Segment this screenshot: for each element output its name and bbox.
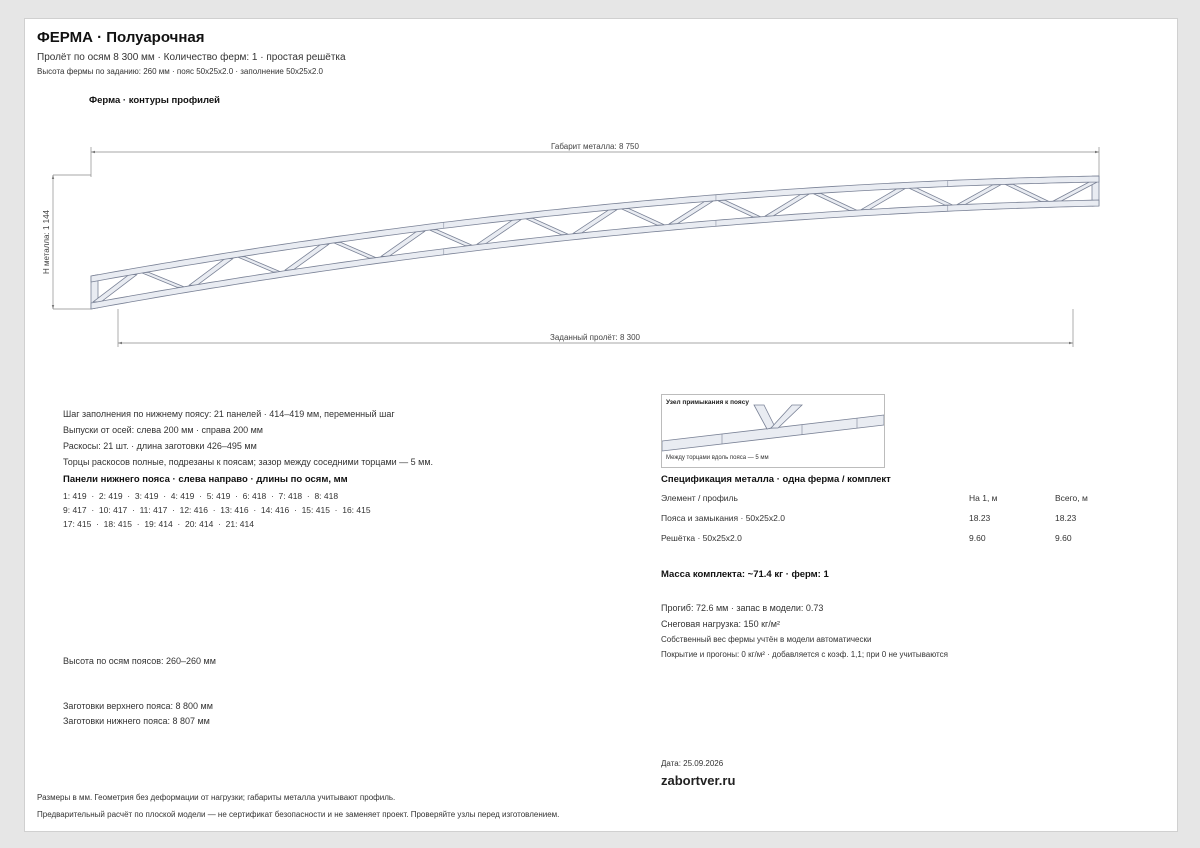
diagonal-member — [669, 201, 713, 224]
drawing-sheet — [24, 18, 1178, 832]
diagonal-member — [1053, 182, 1097, 201]
span-dimension — [118, 309, 1073, 347]
page-title: ФЕРМА · Полуарочная — [37, 29, 205, 46]
chord-heights-note: Высота по осям поясов: 260–260 мм — [63, 656, 216, 666]
panel-separator: · — [207, 505, 221, 515]
panel-length: 17: 415 — [63, 519, 92, 529]
brand-link[interactable]: zabortver.ru — [661, 773, 736, 788]
node-chord — [662, 415, 884, 451]
diagonal-member — [1005, 184, 1049, 201]
panel-length: 14: 416 — [260, 505, 290, 515]
panel-separator: · — [127, 505, 140, 515]
spec-header-element: Элемент / профиль — [661, 493, 738, 503]
diagonal-member — [957, 185, 1001, 205]
panels-row-3 — [63, 519, 254, 529]
diagonal-member — [237, 257, 281, 272]
truss-drawing — [25, 19, 1177, 379]
panel-separator: · — [86, 505, 99, 515]
panel-length: 1: 419 — [63, 491, 87, 501]
overall-dimension — [91, 142, 1099, 177]
panel-separator: · — [132, 519, 145, 529]
panel-length: 8: 418 — [314, 491, 339, 501]
panel-separator: · — [86, 491, 99, 501]
footer-disclaimer: Предварительный расчёт по плоской модели — не сертификат безопасности и не заменяет проект. Проверяйте узлы перед изготовлением. — [37, 810, 560, 819]
diagonal-member — [621, 209, 665, 226]
note-infill-step: Шаг заполнения по нижнему поясу: 21 панелей · 414–419 мм, переменный шаг — [63, 409, 395, 419]
spec-header-per-one: На 1, м — [969, 493, 998, 503]
panel-separator: · — [266, 491, 279, 501]
panel-length: 2: 419 — [98, 491, 123, 501]
panel-length: 16: 415 — [342, 505, 371, 515]
diagonal-member — [333, 243, 377, 259]
panel-length: 21: 414 — [225, 519, 254, 529]
top-chord — [91, 176, 1099, 282]
roofing-note: Покрытие и прогоны: 0 кг/м² · добавляется с коэф. 1,1; при 0 не учитываются — [661, 650, 948, 659]
spec-row-chords-name: Пояса и замыкания · 50x25x2.0 — [661, 513, 785, 523]
panel-separator: · — [230, 491, 243, 501]
panel-length: 6: 418 — [242, 491, 267, 501]
diagonal-member — [429, 230, 473, 246]
panel-length: 13: 416 — [220, 505, 249, 515]
deflection-note: Прогиб: 72.6 мм · запас в модели: 0.73 — [661, 603, 824, 613]
panel-length: 5: 419 — [206, 491, 231, 501]
panel-length: 19: 414 — [144, 519, 173, 529]
spec-row-chords-per-one: 18.23 — [969, 513, 991, 523]
spec-row-web-per-one: 9.60 — [969, 533, 986, 543]
node-diagonal-left — [754, 405, 775, 429]
span-dimension-label: Заданный пролёт: 8 300 — [550, 333, 640, 342]
panels-row-2 — [63, 505, 371, 515]
panel-separator: · — [167, 505, 180, 515]
spec-row-web-name: Решётка · 50x25x2.0 — [661, 533, 742, 543]
panel-separator: · — [158, 491, 171, 501]
node-detail-caption: Между торцами вдоль пояса — 5 мм — [666, 455, 769, 461]
truss-body — [91, 176, 1099, 309]
diagonal-member — [525, 218, 569, 234]
bottom-chord-blank: Заготовки нижнего пояса: 8 807 мм — [63, 716, 210, 726]
panels-row-1 — [63, 491, 338, 501]
panel-separator: · — [302, 491, 315, 501]
panel-length: 15: 415 — [301, 505, 330, 515]
self-weight-note: Собственный вес фермы учтён в модели автоматически — [661, 635, 872, 644]
node-detail-title: Узел примыкания к поясу — [666, 399, 749, 406]
note-ends: Торцы раскосов полные, подрезаны к поясам; зазор между соседними торцами — 5 мм. — [63, 457, 434, 467]
snow-load-note: Снеговая нагрузка: 150 кг/м² — [661, 619, 780, 629]
panel-length: 18: 415 — [103, 519, 133, 529]
diagonal-member — [813, 194, 857, 211]
diagonal-member — [717, 200, 761, 217]
panel-length: 20: 414 — [184, 519, 214, 529]
span-summary: Пролёт по осям 8 300 мм · Количество ферм: 1 · простая решётка — [37, 52, 346, 63]
panel-separator: · — [122, 491, 135, 501]
top-chord-blank: Заготовки верхнего пояса: 8 800 мм — [63, 701, 213, 711]
node-diagonal-right — [771, 405, 802, 428]
spec-row-web-total: 9.60 — [1055, 533, 1072, 543]
drawing-title: Ферма · контуры профилей — [89, 95, 221, 106]
panel-length: 10: 417 — [98, 505, 128, 515]
panel-length: 12: 416 — [179, 505, 208, 515]
panel-separator: · — [194, 491, 207, 501]
spec-row-chords-total: 18.23 — [1055, 513, 1077, 523]
height-dimension — [42, 175, 91, 309]
panel-separator: · — [289, 505, 302, 515]
height-summary: Высота фермы по заданию: 260 мм · пояс 50x25x2.0 · заполнение 50x25x2.0 — [37, 67, 323, 76]
diagonal-member — [141, 273, 185, 288]
diagonal-member — [861, 189, 905, 210]
diagonal-member — [765, 194, 809, 216]
panel-length: 11: 417 — [139, 505, 168, 515]
panel-separator: · — [213, 519, 226, 529]
kit-mass: Масса комплекта: ~71.4 кг · ферм: 1 — [661, 569, 829, 580]
date: Дата: 25.09.2026 — [661, 759, 724, 768]
note-diagonals: Раскосы: 21 шт. · длина заготовки 426–495 мм — [63, 441, 257, 451]
diagonal-member — [909, 188, 953, 205]
panel-separator: · — [172, 519, 185, 529]
overall-dimension-label: Габарит металла: 8 750 — [551, 142, 639, 151]
panel-length: 7: 418 — [278, 491, 303, 501]
panel-separator: · — [329, 505, 343, 515]
height-dimension-label: Н металла: 1 144 — [42, 210, 51, 274]
node-detail — [661, 394, 885, 468]
panel-separator: · — [248, 505, 261, 515]
panels-title: Панели нижнего пояса · слева направо · длины по осям, мм — [63, 474, 348, 485]
spec-title: Спецификация металла · одна ферма / комплект — [661, 474, 891, 485]
panel-separator: · — [91, 519, 104, 529]
footer-dimensions-note: Размеры в мм. Геометрия без деформации от нагрузки; габариты металла учитывают профиль. — [37, 793, 396, 802]
panel-length: 9: 417 — [63, 505, 87, 515]
note-overhang: Выпуски от осей: слева 200 мм · справа 200 мм — [63, 425, 263, 435]
panel-length: 3: 419 — [134, 491, 159, 501]
spec-header-total: Всего, м — [1055, 493, 1088, 503]
panel-length: 4: 419 — [170, 491, 195, 501]
